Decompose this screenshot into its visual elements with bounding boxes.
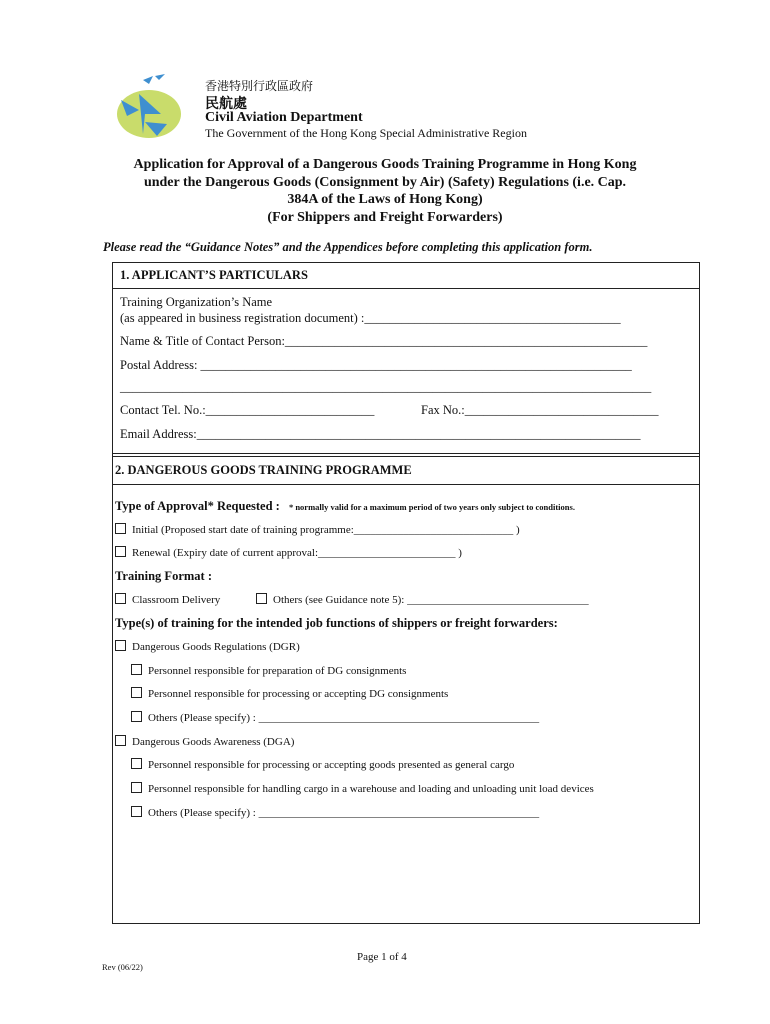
dgr-item-checkbox[interactable] xyxy=(131,664,142,675)
training-types-label: Type(s) of training for the intended job functions of shippers or freight forwarders: xyxy=(115,616,558,630)
dga-checkbox[interactable] xyxy=(115,735,126,746)
form-box xyxy=(112,262,700,924)
email-field[interactable]: Email Address:_______________________________________________________________________ xyxy=(120,427,641,441)
dgr-item-label: Personnel responsible for preparation of DG consignments xyxy=(148,665,407,677)
dept-chinese-name: 民航處 xyxy=(205,97,247,112)
classroom-label: Classroom Delivery xyxy=(132,594,221,606)
dga-item-checkbox[interactable] xyxy=(131,758,142,769)
initial-option[interactable] xyxy=(115,523,520,536)
divider xyxy=(113,456,699,457)
renewal-checkbox[interactable] xyxy=(115,546,126,557)
dga-item[interactable] xyxy=(131,806,539,819)
postal-address-field[interactable]: Postal Address: _____________________________________________________________________ xyxy=(120,358,632,372)
contact-tel-field[interactable]: Contact Tel. No.:___________________________ xyxy=(120,403,375,417)
initial-label: Initial (Proposed start date of training programme:_____________________________ ) xyxy=(132,524,520,536)
others-format-option[interactable] xyxy=(256,593,589,606)
dga-item[interactable] xyxy=(131,782,594,795)
instruction-notice: Please read the “Guidance Notes” and the Appendices before completing this application form. xyxy=(103,240,593,254)
training-format-label: Training Format : xyxy=(115,569,212,583)
revision-label: Rev (06/22) xyxy=(102,962,143,972)
dgr-item[interactable] xyxy=(131,711,539,724)
dgr-item[interactable] xyxy=(131,687,448,700)
section1-heading: 1. APPLICANT’S PARTICULARS xyxy=(120,268,308,282)
postal-address-cont-field[interactable]: _____________________________________________________________________________________ xyxy=(120,380,652,394)
title-line: (For Shippers and Freight Forwarders) xyxy=(267,209,503,225)
dga-option[interactable] xyxy=(115,735,294,748)
divider xyxy=(113,484,699,485)
page-number: Page 1 of 4 xyxy=(357,951,407,963)
dga-item[interactable] xyxy=(131,758,514,771)
dga-item-label: Personnel responsible for handling cargo in a warehouse and loading and unloading unit load devices xyxy=(148,783,594,795)
classroom-option[interactable] xyxy=(115,593,220,606)
title-line: Application for Approval of a Dangerous Goods Training Programme in Hong Kong xyxy=(133,157,637,172)
dga-label: Dangerous Goods Awareness (DGA) xyxy=(132,736,295,748)
dga-item-label: Others (Please specify) : ___________________________________________________ xyxy=(148,807,540,819)
approval-type-label xyxy=(115,499,575,514)
dgr-item-label: Personnel responsible for processing or accepting DG consignments xyxy=(148,688,449,700)
approval-note: * normally valid for a maximum period of two years only subject to conditions. xyxy=(288,502,575,512)
classroom-checkbox[interactable] xyxy=(115,593,126,604)
others-format-checkbox[interactable] xyxy=(256,593,267,604)
initial-checkbox[interactable] xyxy=(115,523,126,534)
dgr-item-label: Others (Please specify) : ___________________________________________________ xyxy=(148,712,540,724)
fax-field[interactable]: Fax No.:_______________________________ xyxy=(421,403,659,417)
cad-logo-icon xyxy=(113,70,189,142)
org-name-label: Training Organization’s Name xyxy=(120,295,273,309)
dgr-item-checkbox[interactable] xyxy=(131,711,142,722)
approval-type-text: Type of Approval* Requested : xyxy=(115,499,280,513)
form-title xyxy=(90,156,680,226)
divider xyxy=(113,453,699,454)
renewal-label: Renewal (Expiry date of current approval:_________________________ ) xyxy=(132,547,462,559)
gov-english-name: The Government of the Hong Kong Special Administrative Region xyxy=(205,126,527,140)
dgr-option[interactable] xyxy=(115,640,300,653)
gov-chinese-name: 香港特別行政區政府 xyxy=(205,79,314,93)
dgr-item[interactable] xyxy=(131,664,406,677)
contact-person-field[interactable]: Name & Title of Contact Person:__________________________________________________________ xyxy=(120,334,648,348)
dept-english-name: Civil Aviation Department xyxy=(205,110,363,125)
renewal-option[interactable] xyxy=(115,546,462,559)
dgr-checkbox[interactable] xyxy=(115,640,126,651)
title-line: under the Dangerous Goods (Consignment by Air) (Safety) Regulations (i.e. Cap. xyxy=(143,174,627,190)
dgr-item-checkbox[interactable] xyxy=(131,687,142,698)
section2-heading: 2. DANGEROUS GOODS TRAINING PROGRAMME xyxy=(115,463,412,477)
others-format-label: Others (see Guidance note 5): _________________________________ xyxy=(273,594,589,606)
org-name-field[interactable]: (as appeared in business registration document) :_________________________________________ xyxy=(120,311,621,325)
dga-item-label: Personnel responsible for processing or accepting goods presented as general cargo xyxy=(148,759,515,771)
dga-item-checkbox[interactable] xyxy=(131,806,142,817)
dgr-label: Dangerous Goods Regulations (DGR) xyxy=(132,641,300,653)
dga-item-checkbox[interactable] xyxy=(131,782,142,793)
divider xyxy=(113,288,699,289)
title-line: 384A of the Laws of Hong Kong) xyxy=(287,192,483,207)
